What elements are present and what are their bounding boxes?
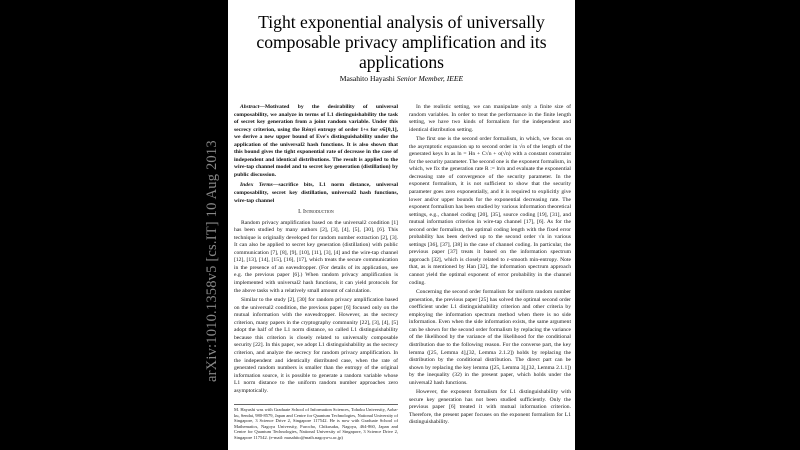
abstract-label: Abstract — [240, 104, 260, 110]
index-terms-text: —sacrifice bits, L1 norm distance, universal composability, secret key distillation, universal2 hash functions, wire-tap channel — [234, 182, 399, 204]
right-paragraph-1: In the realistic setting, we can manipulate only a finite size of random variables. In order to treat the performance in the finite length setting, we have two kinds of formalism for the independent and identical distribution setting. — [409, 104, 571, 133]
intro-paragraph-2: Similar to the study [2], [30] for random privacy amplification based on the universal2 condition, the previous paper [6] focused only on the mutual information with the eavesdropper. However, as the secrecy criterion, many papers in the cryptography community [22], [3], [4], [5] adopt the half of the L1 norm distance, so called L1 distinguishability because this criterion is closely related to universally composable security [22]. In this paper, we adopt L1 distinguishability as the secrecy criterion, and analyze the secrecy for random privacy amplification. In the independent and identically distributed case, when the rate of generated random numbers is smaller than the entropy of the original information source, it is possible to generate a random variable whose L1 norm distance to the uniform random number approaches zero asymptotically. — [234, 297, 398, 394]
left-column — [234, 104, 398, 397]
right-paragraph-3: Concerning the second order formalism for uniform random number generation, the previous paper [25] has solved the optimal second order coefficient under L1 distinguishability criterion and other criteria by employing the information spectrum method when there is no side information. Even when the side information exists, the same argument can be shown for the second order formalism by replacing the variance of the likelihood by the variance of the likelihood for the conditional distribution due to the following reason. For the converse part, the key lemma ([25, Lemma 4],[32, Lemma 2.1.2]) holds by replacing the distribution by the conditional distribution. The direct part can be shown by replacing the key lemma ([25, Lemma 3],[32, Lemma 2.1.1]) by the inequality (32) in the present paper, which holds under the universal2 hash functions. — [409, 289, 571, 386]
right-column — [409, 104, 571, 429]
author-footnote: M. Hayashi was with Graduate School of Information Sciences, Tohoku University, Aoba-ku, Sendai, 980-8579, Japan and Centre for Quantum Technologies, National University of Singapore, 3 Science Drive 2, Singapore 117542. He is now with Graduate School of Mathematics, Nagoya University, Furocho, Chikusaku, Nagoya, 464-860, Japan and Centre for Quantum Technologies, National University of Singapore, 3 Science Drive 2, Singapore 117542. (e-mail: masahito@math.nagoya-u.ac.jp) — [234, 404, 398, 441]
index-terms-label: Index Terms — [240, 182, 273, 189]
paper-page — [228, 0, 575, 450]
right-paragraph-2: The first one is the second order formalism, in which, we focus on the asymptotic expansion up to second order in √n of the length of the generated keys ln as ln = Hn + C√n + o(√n) with a constant constraint for the security parameter. The second one is the exponent formalism, in which, we fix the generation rate R := ln/n and evaluate the exponential decreasing rate of convergence of the security parameter. In the exponent formalism, it is not sufficient to show that the security parameter goes zero exponentially, and it is required to explicitly give lower and/or upper bounds for the exponential decreasing rate. The exponent formalism has been studied by various information theoretical settings, e.g., channel coding [20], [35], source coding [19], [31], and mutual information criterion in wire-tap channel [17], [6]. As for the second order formalism, the optimal coding length with the fixed error probability has been derived up to the second order √n in various settings [36], [37], [38] in the case of channel coding. In particular, the previous paper [37] treats it based on the information spectrum approach [32], which is closely related to ε-smooth min-entropy. Note that, as is mentioned by Han [32], the information spectrum approach cannot yield the optimal exponent of error probability in the channel coding. — [409, 136, 571, 286]
author-role: Senior Member, IEEE — [396, 74, 464, 83]
index-terms — [234, 182, 398, 205]
paper-title: Tight exponential analysis of universally composable privacy amplification and its applications — [256, 12, 547, 72]
paper-author — [236, 74, 567, 83]
abstract — [234, 104, 398, 179]
arxiv-identifier-text: arXiv:1010.1358v5 [cs.IT] 10 Aug 2013 — [204, 140, 220, 382]
abstract-text: —Motivated by the desirability of universal composability, we analyze in terms of L1 distinguishability the task of secret key generation from a joint random variable. Under this secrecy criterion, using the Rényi entropy of order 1+s for s∈[0,1], we derive a new upper bound of Eve's distinguishability under the application of the universal2 hash functions. It is also shown that this bound gives the tight exponential rate of decrease in the case of independent and identical distributions. The result is applied to the wire-tap channel model and to secret key generation (distillation) by public discussion. — [234, 104, 398, 178]
intro-paragraph-1: Random privacy amplification based on the universal2 condition [1] has been studied by many authors [2], [3], [4], [5], [30], [6]. This technique is originally developed for random number extraction [2], [3]. It can also be applied to secret key generation (distillation) with public communication [7], [8], [9], [10], [11], [3], [4] and the wire-tap channel [12], [13], [14], [15], [16], [17], which treats the secure communication in the presence of an eavesdropper. (For details of its application, see e.g. the previous paper [6].) When random privacy amplification is implemented with universal2 hash functions, it can yield protocols for the above tasks with a relatively small amount of calculation. — [234, 219, 398, 294]
right-paragraph-4: However, the exponent formalism for L1 distinguishability with secure key generation has not been studied sufficiently. Only the previous paper [6] treated it with mutual information criterion. Therefore, the present paper focuses on the exponent formalism for L1 distinguishability. — [409, 389, 571, 426]
author-name: Masahito Hayashi — [339, 74, 395, 83]
section-heading-introduction: I. Introduction — [298, 209, 334, 216]
